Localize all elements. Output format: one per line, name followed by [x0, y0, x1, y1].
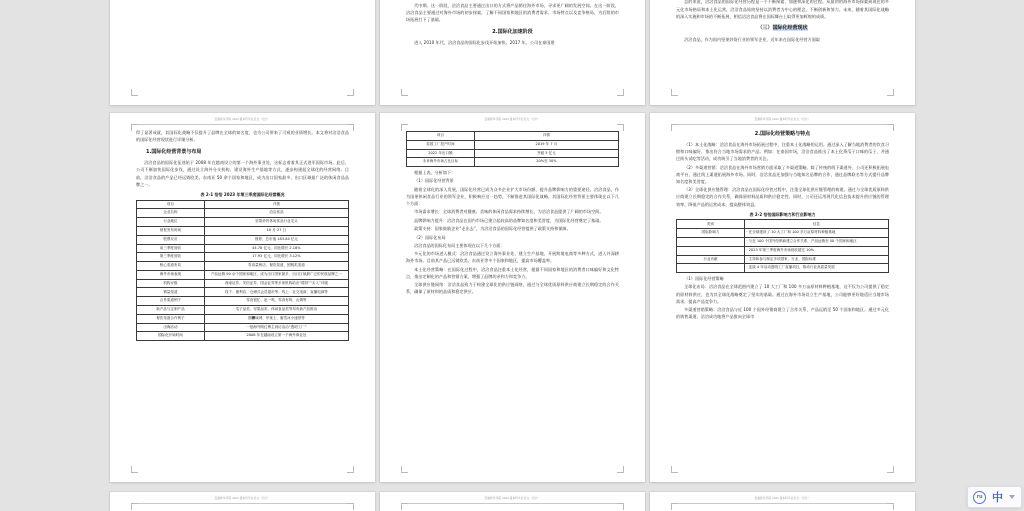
document-page-top-left[interactable]: [110, 0, 375, 105]
crop-mark: [347, 466, 354, 473]
table-row: [137, 235, 349, 244]
paragraph: 多元化的市场进入模式：洽洽食品通过设立海外事业处、建立生产基地、开展跨境电商等多种方式，进入并深耕海外市场。目前其产品已远销欧美、东南亚等多个国家和地区，提高市场覆盖率。: [406, 251, 619, 264]
table-row: [677, 229, 889, 238]
page-body: [676, 130, 889, 321]
table-header-cell: 类别: [677, 220, 745, 229]
paragraph: 全球化布局：洽洽食品在全球范围内建立了 10 大工厂和 100 多万亩原材料种植基地，这不仅为公司提供了稳定的原材料供应，也为其全球化战略奠定了坚实的基础。通过在海外市场设立生产基地，公司能够更好地适应当地市场需求，提高产品竞争力。: [676, 284, 889, 304]
section-heading: 2.国际化加速阶段: [492, 28, 533, 35]
highlighted-text: 国际化经营现状: [772, 25, 808, 32]
table-header-cell: 信息: [744, 220, 888, 229]
table-row: [137, 253, 349, 262]
document-page-mid-center[interactable]: [380, 113, 645, 482]
table-body: [137, 200, 349, 341]
table-header-cell: 详情: [474, 132, 618, 141]
table-cell: 产品远销 50 余个国家和地区，成为出口国家最多、出口区域最广泛的民族品牌之一: [204, 270, 348, 279]
table-cell: 2019 年 7 月: [474, 140, 618, 149]
table-header-cell: 项目: [137, 200, 205, 209]
header-divider: [137, 503, 348, 504]
table-cell: 国际影响力: [677, 229, 745, 238]
header-divider: [137, 124, 348, 125]
table-header-cell: 项目: [407, 132, 475, 141]
document-page-bottom-left[interactable]: [110, 492, 375, 511]
table-cell: 线下：便利店、仓储式会员超市等；线上：社交电商、直播电商等: [204, 288, 348, 297]
table-row: [137, 226, 349, 235]
table-caption: 表 2-1 恰恰 2023 年第三季度国际化经营概况: [200, 192, 285, 198]
table-row: [677, 246, 889, 255]
table-cell: 17.93 亿元，同比增长 3.12%: [204, 253, 348, 262]
crop-mark: [671, 503, 678, 510]
table-cell: · 在全球建设了 10 大工厂和 100 多万亩原材料种植基地: [744, 229, 888, 238]
table-cell: 销量渠道: [137, 288, 205, 297]
table-cell: 44.78 亿元，同比增长 2.18%: [204, 244, 348, 253]
table-row: [137, 279, 349, 288]
page-body: [406, 2, 619, 47]
crop-mark: [671, 89, 678, 96]
table-cell: 坚果炒货休闲食品行业龙头: [204, 218, 348, 227]
table-header-row: [137, 200, 349, 209]
crop-mark: [347, 89, 354, 96]
table-cell: [677, 246, 745, 255]
crop-mark: [131, 503, 138, 510]
document-page-bottom-center[interactable]: [380, 492, 645, 511]
paragraph: （1）国际化经营背景: [414, 178, 454, 184]
table-row: [137, 297, 349, 306]
table-cell: 餐饮渠道合作例子: [137, 314, 205, 323]
table-cell: 合作渠道例子: [137, 297, 205, 306]
document-page-top-center[interactable]: [380, 0, 645, 105]
paragraph: 随着全球化的深入发展，国际化经营已成为众多企业扩大市场份额、提升品牌影响力的重要途径。洽洽食品，作为国果休闲食品行业的领军企业，积极响应这一趋势，不断推进其国际化战略。其国际化经营背景主要体现在以下几个方面：: [406, 186, 619, 207]
table-cell: 国际化开始时间: [137, 332, 205, 341]
paragraph: （2）多渠道营销：洽洽食品在海外市场营销方面采取了多渠道策略。除了传统的线下渠道外，公司还积极拓展电商平台，通过线上渠道拓展海外市场。同时，洽洽食品还加强与当地知名品牌的合作，通过品牌联名等方式提升品牌知名度和美誉度。: [676, 164, 889, 184]
crop-mark: [347, 503, 354, 510]
ime-logo-icon[interactable]: ru: [973, 491, 986, 504]
table-row: [137, 305, 349, 314]
document-page-mid-left[interactable]: [110, 113, 375, 482]
header-divider: [677, 503, 888, 504]
crop-mark: [401, 503, 408, 510]
page-running-header: 安徽新华学院 2024 届本科毕业论文（设计）: [214, 118, 271, 121]
crop-mark: [131, 466, 138, 473]
table-cell: 海外市场表现: [137, 270, 205, 279]
table-cell: 西南证券、安信证券、国金证券等多家机构给出“增持”“买入”评级: [204, 279, 348, 288]
page-running-header: 安徽新华学院 2024 届本科毕业论文（设计）: [484, 497, 541, 500]
paragraph: 洽洽食品，作为国内坚果炒货行业的领军企业，近年来在国际化经营方面取: [684, 36, 820, 42]
table-cell: 财报发布时间: [137, 226, 205, 235]
page-running-header: 安徽新华学院 2024 届本科毕业论文（设计）: [214, 497, 271, 500]
crop-mark: [617, 466, 624, 473]
paragraph: 品牌影响力提升：洽洽食品在国内市场已建立起较高的品牌知名度和美誉度，为国际化经营奠定了基础。: [414, 217, 604, 223]
table-cell: 2008 年在越南设立第一个海外事业处: [204, 332, 348, 341]
paragraph: 市场需求增长：全球消费者对健康、美味的休闲食品需求持续增长，为洽洽食品提供了广阔的市场空间。: [414, 209, 604, 215]
paragraph: 进入 2010 年代，洽洽食品的国际化步伐开始加快。2017 年，公司在泰国建: [414, 40, 555, 46]
table-row: [677, 255, 889, 264]
paragraph: 政策支持：国家鼓励企业“走出去”，为洽洽食品的国际化经营提供了政策支持和保障。: [414, 226, 571, 232]
table-cell: 行业贡献: [677, 255, 745, 264]
crop-mark: [887, 466, 894, 473]
section-heading-highlighted: [676, 24, 889, 32]
header-divider: [677, 124, 888, 125]
table-cell: 圆঒域城、华莱士、蜜雪冰小速馆等: [204, 314, 348, 323]
table-cell: 核心渠道布局: [137, 262, 205, 271]
table-row: [137, 270, 349, 279]
table-row: [407, 149, 619, 158]
table-cell: 10 月 27 日: [204, 226, 348, 235]
table-cell: 一批海外网红博主到访洽洽“透明工厂”: [204, 323, 348, 332]
chevron-down-icon[interactable]: [1009, 495, 1015, 499]
paragraph: 总的来说，洽洽食品的国际化经营历程是一个不断探索、加速和深化的过程。从最初的海外市场探索到现在的多元化市场格局和本土化运营，洽洽食品始终坚持以消费者为中心的理念，不断创新和努力。未来，随着其国际化战略的深入实施和市场的不断拓展，相信洽洽食品将在国际舞台上取得更加辉煌的成绩。: [676, 0, 889, 19]
table-cell: 前三季度营收: [137, 244, 205, 253]
crop-mark: [671, 466, 678, 473]
page-running-header: 安徽新华学院 2024 届本科毕业论文（设计）: [754, 118, 811, 121]
crop-mark: [887, 503, 894, 510]
crop-mark: [617, 89, 624, 96]
table-row: [137, 209, 349, 218]
table-2-1: [136, 200, 349, 342]
document-page-mid-right[interactable]: [650, 113, 915, 482]
table-cell: [677, 264, 745, 273]
paragraph: （2）国际化布局: [414, 234, 446, 240]
table-cell: 洽洽食品: [204, 209, 348, 218]
table-row: [677, 264, 889, 273]
table-row: [137, 244, 349, 253]
table-thailand-metrics: [406, 131, 619, 167]
table-cell: 第三季度营收: [137, 253, 205, 262]
paragraph: 全球供应链网络：洽洽食品致力于构建全球化的供应链网络，通过与全球优质原料供应商建立长期稳定的合作关系，确保了原材料的品质和稳定供应。: [406, 282, 619, 295]
section-heading: 1.国际化经营背景与布局: [146, 148, 202, 155]
table-cell: 企业名称: [137, 209, 205, 218]
table-row: [137, 332, 349, 341]
paragraph: （1）本土化战略：洽洽食品在海外市场拓展过程中，注重本土化战略的运用。通过深入了解当地消费者的饮食习惯和口味偏好，推出符合当地市场需求的产品。例如：在泰国市场，洽洽食品推出了本土化葵瓜子口味的瓜子，并通过街头试吃等活动，成功吸引了当地消费者的关注。: [676, 141, 889, 162]
table-cell: 股票反应: [137, 235, 205, 244]
table-cell: 瓜子品类、坚果品类、休闲食品类等均有新产品推出: [204, 305, 348, 314]
table-row: [137, 218, 349, 227]
page-body: [136, 129, 349, 341]
table-header-cell: 详情: [204, 200, 348, 209]
table-row: [407, 158, 619, 167]
table-row: [677, 238, 889, 247]
page-running-header: 安徽新华学院 2024 届本科毕业论文（设计）: [754, 497, 811, 500]
table-cell: 2022 年出口额: [407, 149, 475, 158]
paragraph: 洽洽食品的国际化征途始于 2008 年在越南设立的第一个海外事业处，这标志着着其正式进军国际市场。此后，公司不断加快国际化步伐，通过设立海外分支机构、建设海外生产基地等方式，逐步构建起全球化的经营网络。目前，洽洽食品的产品已经远销欧美、东南亚 50 余个国家和地区，成为出口国家最多、出口区域最广泛的休闲食品品牌之一。: [136, 160, 349, 187]
page-body: [676, 0, 889, 43]
table-cell: 出海活动: [137, 323, 205, 332]
document-page-bottom-right[interactable]: [650, 492, 915, 511]
paragraph: 得了显著成就，其国际化战略不仅提升了品牌在全球的知名度，也为公司带来了可观的业绩增长。本文将对洽洽食品的国际化经营现状进行详细分析。: [136, 130, 349, 143]
paragraph: 多渠道营销策略：洽洽食品与近 100 个国外经销商建立了合作关系，产品远销至 50 个国家和地区。通过多元化的销售渠道，洽洽成功地将产品推向全球市: [676, 307, 889, 320]
table-row: [137, 262, 349, 271]
table-cell: · 2023 年第三季度海外市场营收超过 10%: [744, 246, 888, 255]
crop-mark: [617, 503, 624, 510]
heading-prefix: （三）: [757, 25, 773, 32]
table-body: [407, 132, 619, 167]
paragraph: 根据上表，分析如下：: [414, 170, 456, 176]
table-cell: 新产品与定制产品: [137, 305, 205, 314]
paragraph: 代中期。这一阶段，洽洽食品主要通过出口的方式将产品销往海外市场，寻求更广阔的发展空间。在这一阶段，洽洽食品主要通过对海外市场的初步探索，了解不同国家和地区的消费者需求、市场特点以及竞争格局，为后续的市场拓展打下了基础。: [406, 3, 619, 23]
paragraph: （3）全球化供应链管理：洽洽食品在国际化经营过程中，注重全球化供应链管理的构建。通过与全球优质原料供应商建立长期稳定的合作关系，确保原材料品质和供应稳定性。同时，公司还运用现代化信息技术提升供应链的管理效率，降低产品的运营成本，提高整体效益。: [676, 187, 889, 207]
table-cell: · 连续 4 年启动透明工厂直播项目，推动行业高质量发展: [744, 264, 888, 273]
page-running-header: 安徽新华学院 2024 届本科毕业论文（设计）: [484, 118, 541, 121]
table-cell: 机构评级: [137, 279, 205, 288]
paragraph: （1）国际化经营策略: [684, 276, 724, 282]
table-row: [137, 314, 349, 323]
table-cell: 20%至 30%: [474, 158, 618, 167]
table-cell: 未来海外市场占比目标: [407, 158, 475, 167]
table-cell: 突破 5 亿元: [474, 149, 618, 158]
crop-mark: [131, 89, 138, 96]
section-heading: 2.国际化经营策略与特点: [754, 130, 811, 137]
ime-status-bar[interactable]: [967, 486, 1022, 508]
table-2-2: [676, 219, 889, 273]
table-cell: 涨停，总市值 183.84 亿元: [204, 235, 348, 244]
crop-mark: [401, 89, 408, 96]
crop-mark: [887, 89, 894, 96]
table-caption: 表 2-2 恰恰国际影响力和行业影响力: [749, 211, 816, 217]
table-cell: 零食量贩店、餐饮渠道、团购类渠道: [204, 262, 348, 271]
ime-language-mode[interactable]: 中: [992, 490, 1003, 504]
table-cell: 零食很忙、赵一鸣、零食有鸣、山姆等: [204, 297, 348, 306]
table-body: [677, 220, 889, 273]
page-body: [406, 124, 619, 296]
paragraph: 洽洽食品的国际化布局主要体现在以下几个方面：: [414, 242, 505, 248]
table-row: [137, 288, 349, 297]
table-header-row: [407, 132, 619, 141]
table-cell: · 与近 100 个国外经销商建立合作关系，产品远销至 50 个国家和地区: [744, 238, 888, 247]
header-divider: [407, 503, 618, 504]
table-row: [137, 323, 349, 332]
table-cell: · 主持和参与制定多项国家、行业、国际标准: [744, 255, 888, 264]
document-page-top-right[interactable]: [650, 0, 915, 105]
table-header-row: [677, 220, 889, 229]
table-cell: 泰国工厂投产时间: [407, 140, 475, 149]
table-cell: [677, 238, 745, 247]
crop-mark: [401, 466, 408, 473]
table-row: [407, 140, 619, 149]
table-cell: 行业地位: [137, 218, 205, 227]
paragraph: 本土化经营策略：在国际化过程中，洽洽食品注重本土化经营，根据不同国家和地区的消费者口味偏好和文化特点，推出定制化的产品和营销方案，增强了品牌的亲和力和竞争力。: [406, 266, 619, 279]
